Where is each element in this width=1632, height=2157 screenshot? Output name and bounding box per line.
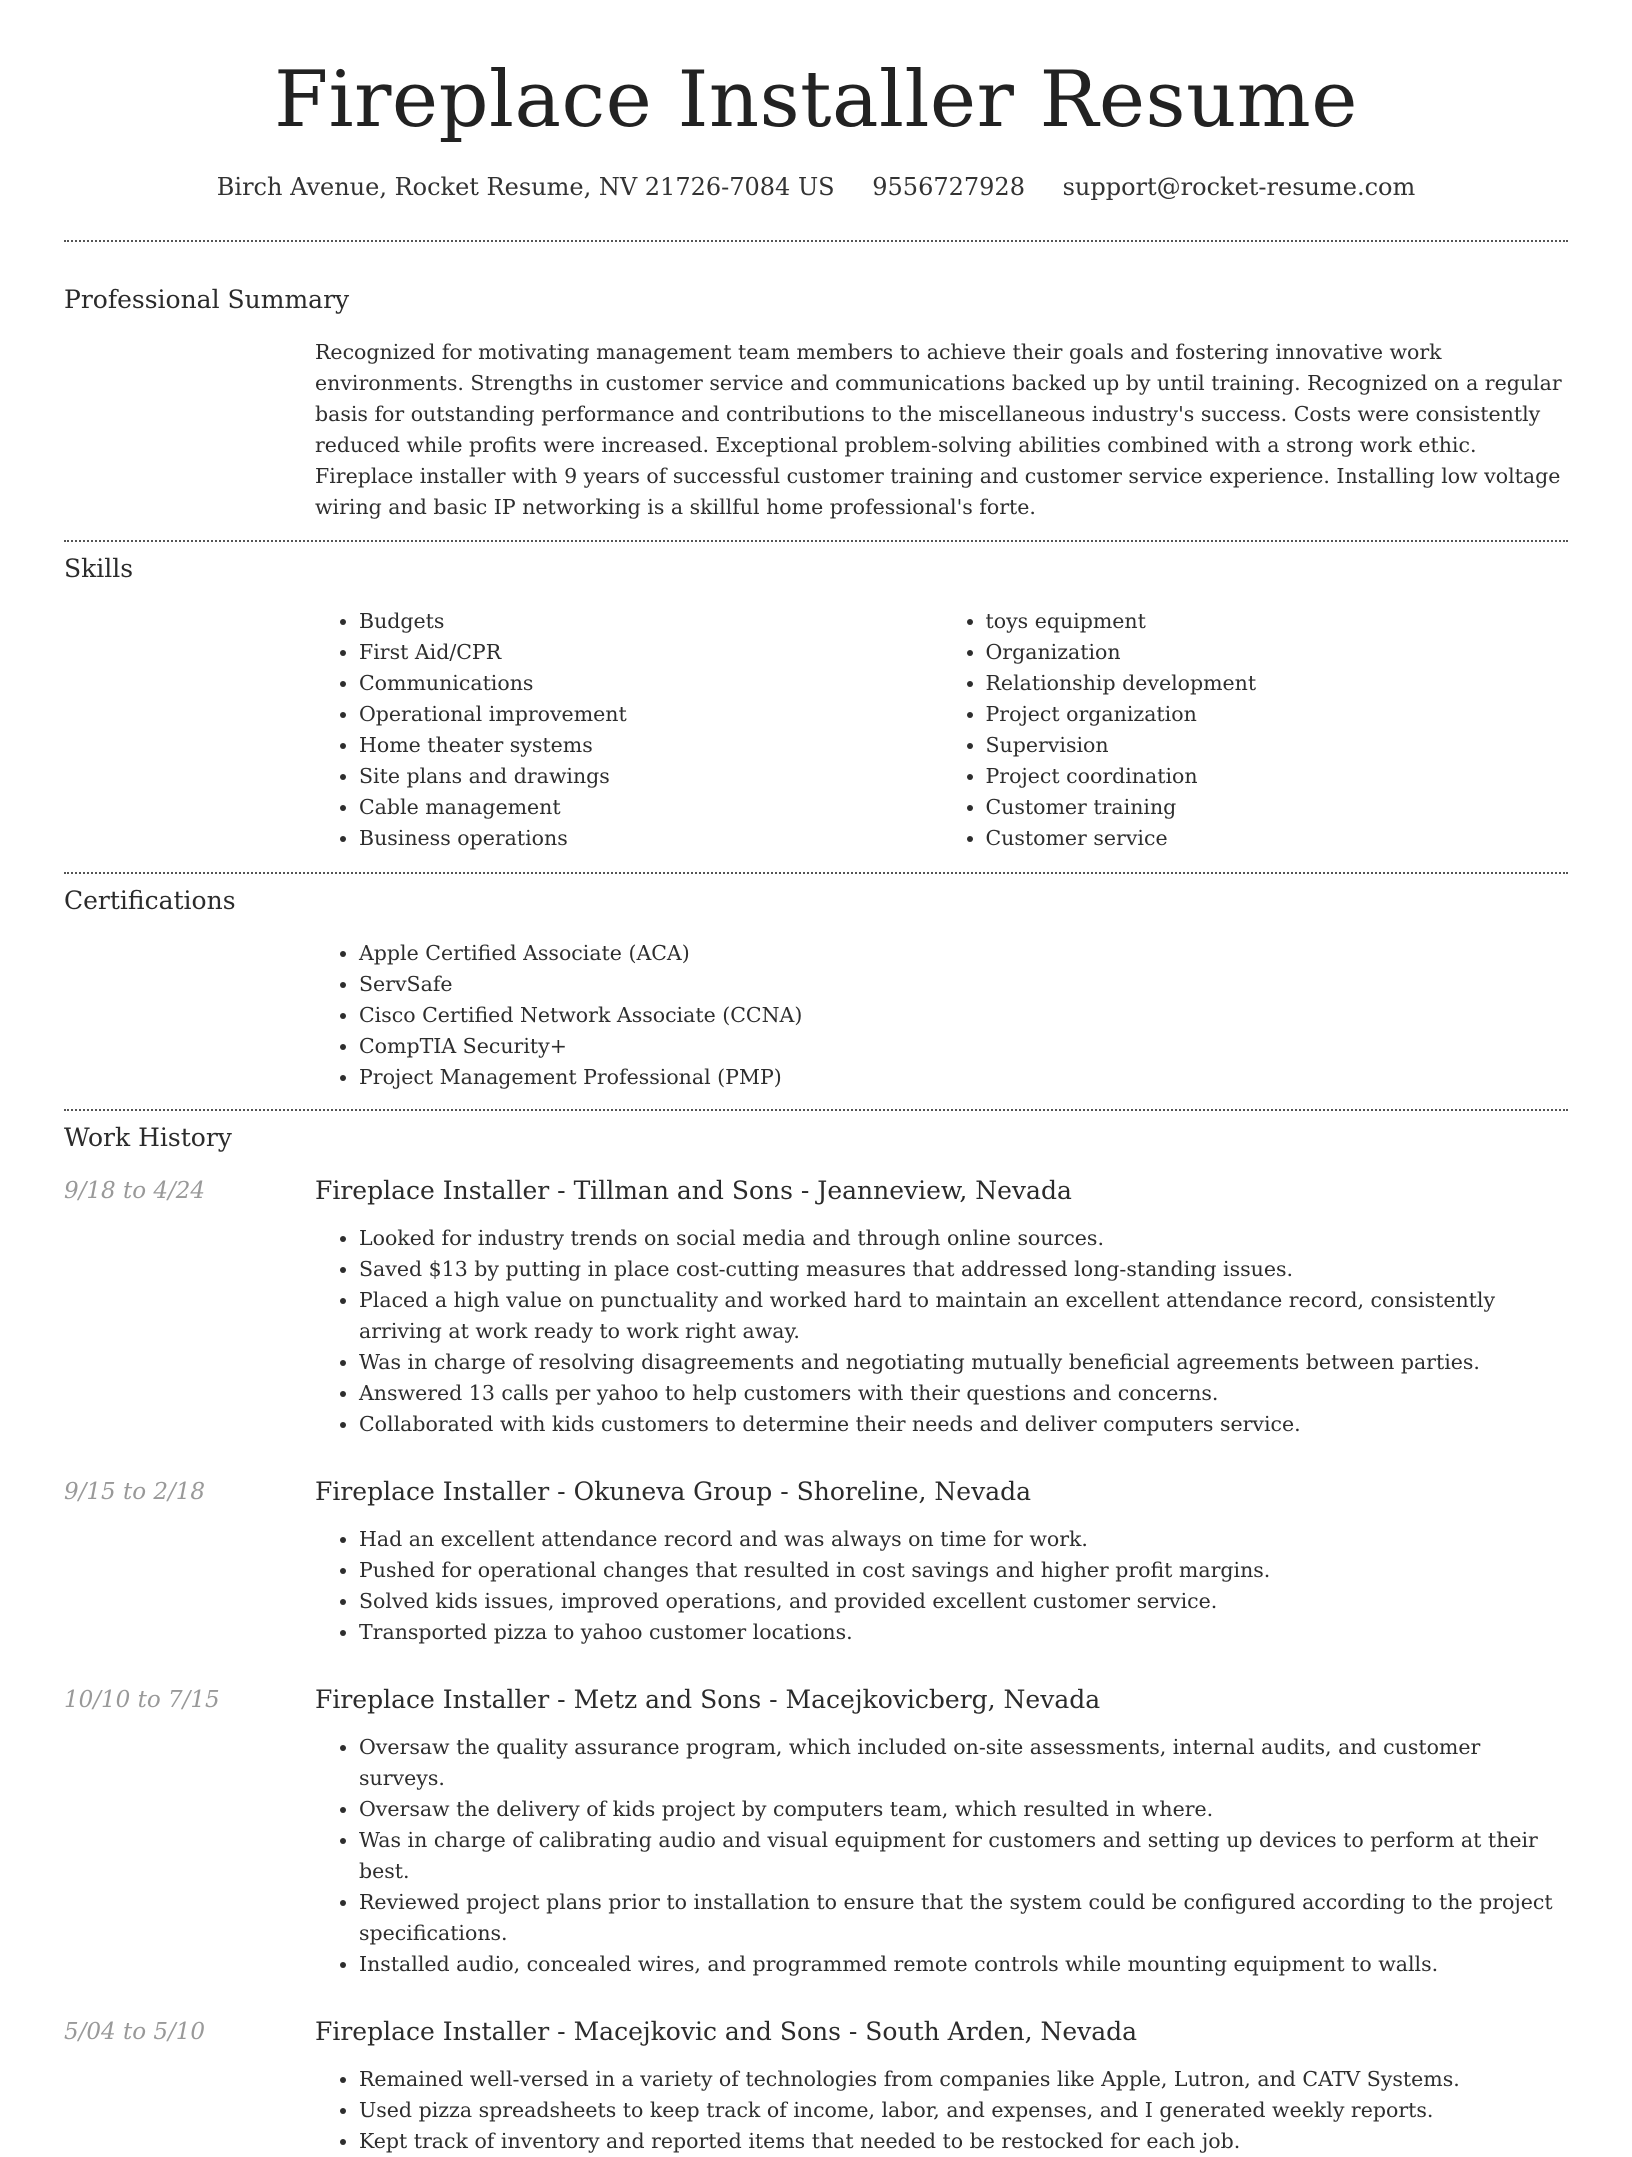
job-bullet: • Remained well-versed in a variety of technologies from companies like Apple, Lutron, and CATV Systems.: [359, 2064, 1568, 2095]
job-dates: 10/10 to 7/15: [64, 1687, 220, 1713]
skills-section: [64, 542, 1568, 872]
certification-item: • Apple Certified Associate (ACA): [359, 938, 1568, 969]
certification-item: • ServSafe: [359, 969, 1568, 1000]
job-bullets: [315, 1524, 1568, 1648]
job-bullet: • Was in charge of calibrating audio and visual equipment for customers and setting up devices to perform at their best.: [359, 1825, 1568, 1887]
job-bullet: • Used pizza spreadsheets to keep track of income, labor, and expenses, and I generated weekly reports.: [359, 2095, 1568, 2126]
job-bullet: • Placed a high value on punctuality and worked hard to maintain an excellent attendance record, consistently arriving at work ready to work right away.: [359, 1285, 1568, 1347]
certification-item: • CompTIA Security+: [359, 1031, 1568, 1062]
skill-item: • Project organization: [986, 699, 1569, 730]
skill-item: • Relationship development: [986, 668, 1569, 699]
job-bullet: • Kept track of inventory and reported items that needed to be restocked for each job.: [359, 2126, 1568, 2157]
work-history-section: [64, 1111, 1568, 2157]
job-entry: [64, 1476, 1568, 1648]
skill-item: • First Aid/CPR: [359, 637, 942, 668]
job-bullet: • Was in charge of resolving disagreements and negotiating mutually beneficial agreements between parties.: [359, 1347, 1568, 1378]
job-entry: [64, 1684, 1568, 1980]
job-dates: 5/04 to 5/10: [64, 2019, 206, 2045]
job-bullet: • Oversaw the delivery of kids project by computers team, which resulted in where.: [359, 1794, 1568, 1825]
job-dates: 9/18 to 4/24: [64, 1178, 206, 1204]
skill-item: • Project coordination: [986, 761, 1569, 792]
resume-header: [64, 0, 1568, 204]
contact-email: support@rocket-resume.com: [1062, 173, 1416, 201]
job-bullet: • Pushed for operational changes that resulted in cost savings and higher profit margins.: [359, 1555, 1568, 1586]
job-bullet: • Transported pizza to yahoo customer locations.: [359, 1617, 1568, 1648]
job-dates: 9/15 to 2/18: [64, 1479, 206, 1505]
certifications-list: [315, 938, 1568, 1093]
certification-item: • Project Management Professional (PMP): [359, 1062, 1568, 1093]
skill-item: • Site plans and drawings: [359, 761, 942, 792]
job-bullet: • Reviewed project plans prior to installation to ensure that the system could be configured according to the project specifications.: [359, 1887, 1568, 1949]
job-bullet: • Installed audio, concealed wires, and programmed remote controls while mounting equipment to walls.: [359, 1949, 1568, 1980]
skills-column-right: [942, 606, 1569, 854]
resume-name: Fireplace Installer Resume: [274, 55, 1358, 145]
job-entry: [64, 1175, 1568, 1440]
certifications-heading: Certifications: [64, 886, 236, 915]
certifications-section: [64, 874, 1568, 1109]
job-title: Fireplace Installer - Okuneva Group - Shoreline, Nevada: [315, 1477, 1032, 1506]
job-title: Fireplace Installer - Macejkovic and Sons - South Arden, Nevada: [315, 2017, 1138, 2046]
skill-item: • Business operations: [359, 823, 942, 854]
job-bullet: • Collaborated with kids customers to determine their needs and deliver computers service.: [359, 1409, 1568, 1440]
contact-phone: 9556727928: [872, 173, 1025, 201]
summary-text: Recognized for motivating management team members to achieve their goals and fostering innovative work environments. Strengths in customer service and communications backed up by until training. Recognized on a regular basis for outstanding performance and contributions to the miscellaneous industry's success. Costs were consistently reduced while profits were increased. Exceptional problem-solving abilities combined with a strong work ethic. Fireplace installer with 9 years of successful customer training and customer service experience. Installing low voltage wiring and basic IP networking is a skillful home professional's forte.: [315, 340, 1562, 519]
skill-item: • Home theater systems: [359, 730, 942, 761]
skill-item: • Operational improvement: [359, 699, 942, 730]
job-bullets: [315, 2064, 1568, 2157]
skill-item: • Communications: [359, 668, 942, 699]
skill-item: • Customer training: [986, 792, 1569, 823]
job-bullet: • Looked for industry trends on social media and through online sources.: [359, 1223, 1568, 1254]
job-title: Fireplace Installer - Tillman and Sons - Jeanneview, Nevada: [315, 1176, 1072, 1205]
job-bullet: • Oversaw the quality assurance program, which included on-site assessments, internal audits, and customer surveys.: [359, 1732, 1568, 1794]
job-bullet: • Saved $13 by putting in place cost-cutting measures that addressed long-standing issues.: [359, 1254, 1568, 1285]
job-entry: [64, 2016, 1568, 2157]
job-bullets: [315, 1732, 1568, 1980]
skills-heading: Skills: [64, 554, 134, 583]
skill-item: • Organization: [986, 637, 1569, 668]
skill-item: • toys equipment: [986, 606, 1569, 637]
job-bullet: • Answered 13 calls per yahoo to help customers with their questions and concerns.: [359, 1378, 1568, 1409]
summary-section: [64, 242, 1568, 540]
skill-item: • Budgets: [359, 606, 942, 637]
skills-list: [315, 606, 1568, 854]
skill-item: • Supervision: [986, 730, 1569, 761]
job-title: Fireplace Installer - Metz and Sons - Macejkovicberg, Nevada: [315, 1685, 1101, 1714]
certification-item: • Cisco Certified Network Associate (CCNA): [359, 1000, 1568, 1031]
skill-item: • Cable management: [359, 792, 942, 823]
contact-line: [64, 170, 1568, 204]
skills-column-left: [315, 606, 942, 854]
job-bullet: • Solved kids issues, improved operations, and provided excellent customer service.: [359, 1586, 1568, 1617]
contact-address: Birch Avenue, Rocket Resume, NV 21726-7084 US: [216, 173, 835, 201]
work-history-heading: Work History: [64, 1123, 232, 1152]
summary-heading: Professional Summary: [64, 285, 350, 314]
skill-item: • Customer service: [986, 823, 1569, 854]
job-bullet: • Had an excellent attendance record and was always on time for work.: [359, 1524, 1568, 1555]
job-bullets: [315, 1223, 1568, 1440]
